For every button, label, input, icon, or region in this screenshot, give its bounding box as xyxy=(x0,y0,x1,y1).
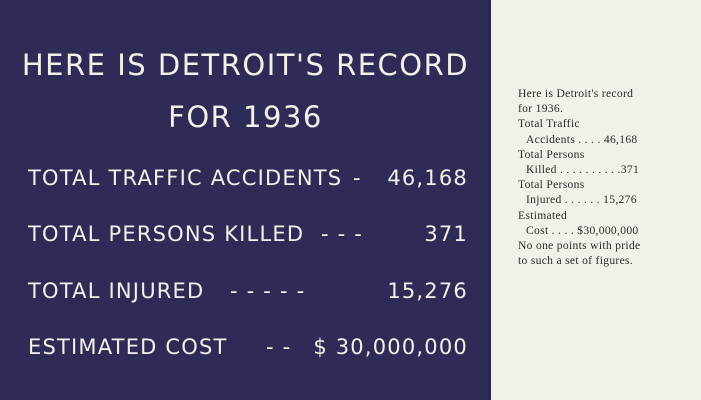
row-value: 15,276 xyxy=(387,279,468,303)
row-value: $ 30,000,000 xyxy=(313,335,468,359)
caption-line: No one points with pride xyxy=(518,239,641,253)
caption-line: to such a set of figures. xyxy=(518,254,634,268)
card-title-line1: HERE IS DETROIT'S RECORD xyxy=(21,48,470,82)
caption-line: Here is Detroit's record xyxy=(518,87,634,100)
caption-text xyxy=(518,86,698,268)
row-label: TOTAL PERSONS KILLED xyxy=(28,222,305,246)
row-dashes: - xyxy=(353,166,362,190)
caption-line: Estimated xyxy=(518,208,568,222)
row-dashes: - - - xyxy=(321,222,364,246)
caption-card xyxy=(491,0,701,400)
row-value: 46,168 xyxy=(387,166,468,190)
row-value: 371 xyxy=(424,222,468,246)
caption-line: Accidents . . . . 46,168 xyxy=(526,132,638,146)
row-label: TOTAL TRAFFIC ACCIDENTS xyxy=(28,166,343,190)
row-label: TOTAL INJURED xyxy=(28,279,205,303)
row-label: ESTIMATED COST xyxy=(28,335,228,359)
row-dashes: - - - - - xyxy=(230,279,306,303)
caption-line: for 1936. xyxy=(518,102,564,116)
caption-line: Killed . . . . . . . . . .371 xyxy=(526,163,640,177)
caption-line: Total Traffic xyxy=(518,117,580,131)
caption-line: Injured . . . . . . 15,276 xyxy=(526,193,637,207)
caption-line: Total Persons xyxy=(518,147,585,161)
card-title-line2: FOR 1936 xyxy=(168,100,323,134)
caption-line: Cost . . . . $30,000,000 xyxy=(526,223,639,237)
caption-line: Total Persons xyxy=(518,178,585,192)
row-dashes: - - xyxy=(266,335,292,359)
